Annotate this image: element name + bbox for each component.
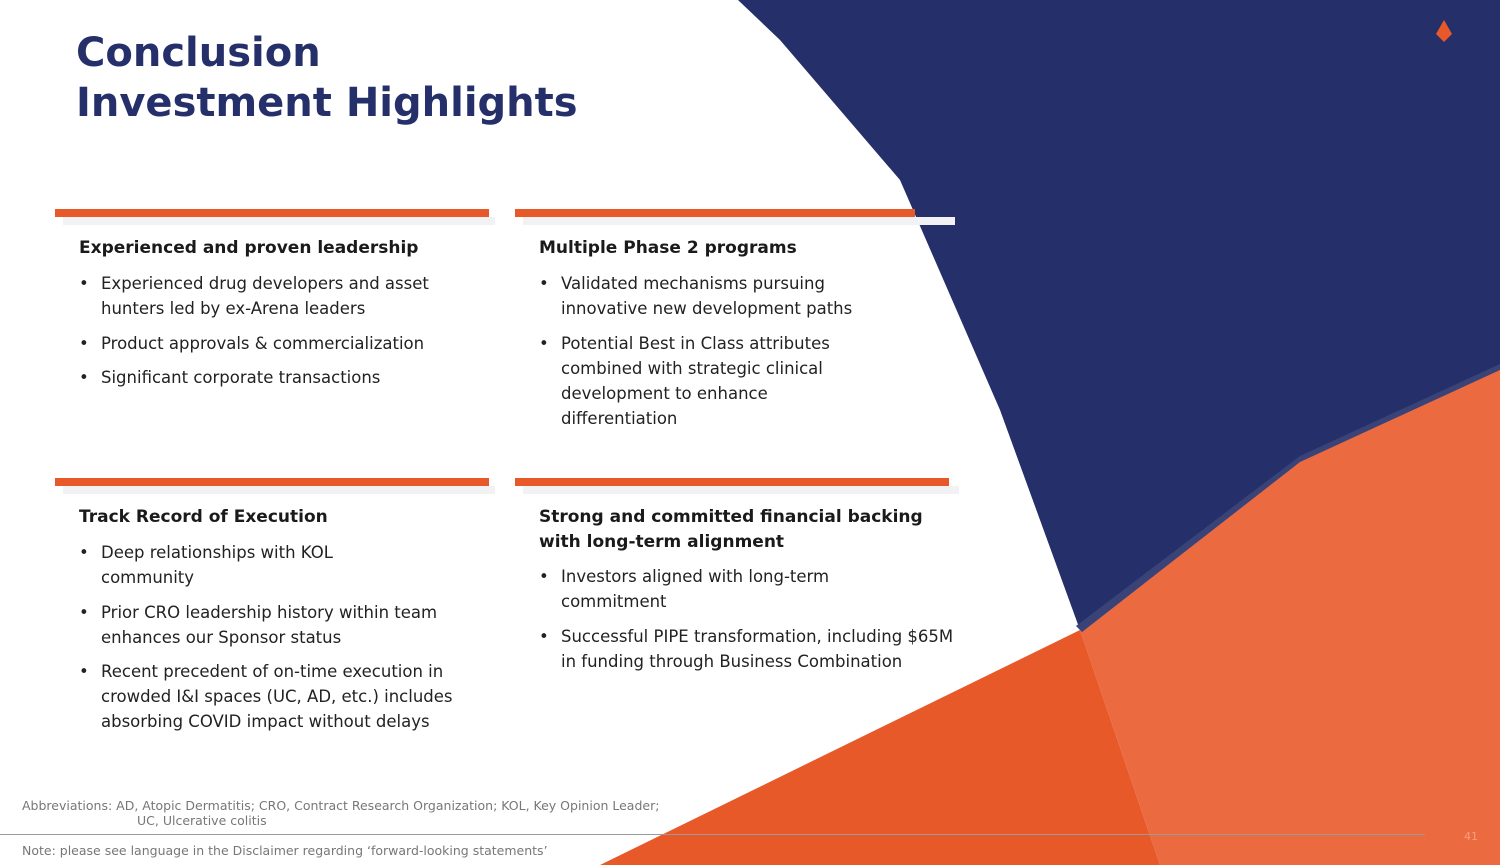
card-accent-shadow: [63, 217, 495, 225]
bullet-icon: •: [79, 543, 89, 562]
list-item: [79, 271, 479, 321]
bullet-icon: •: [79, 333, 89, 353]
card-heading: Track Record of Execution: [79, 507, 328, 527]
bullet-icon: •: [79, 368, 89, 387]
list-item: [79, 659, 489, 734]
card-phase2-programs: [515, 209, 955, 439]
list-item-text: Potential Best in Class attributes combined with strategic clinical development to enhance differentiation: [561, 333, 830, 428]
list-item-text: Prior CRO leadership history within team enhances our Sponsor status: [101, 602, 438, 647]
bullet-icon: •: [539, 626, 549, 646]
bullet-icon: •: [539, 274, 549, 293]
page-title: [76, 28, 578, 128]
bullet-icon: •: [79, 602, 89, 622]
list-item: [539, 564, 891, 614]
card-bullet-list: [539, 271, 884, 440]
card-leadership: [55, 209, 495, 409]
card-accent-shadow: [523, 486, 959, 494]
card-heading: Experienced and proven leadership: [79, 238, 419, 258]
list-item-text: Recent precedent of on-time execution in crowded I&I spaces (UC, AD, etc.) includes absorbing COVID impact without delays: [101, 662, 453, 731]
abbreviations-footnote: [22, 798, 702, 828]
card-accent-bar: [515, 478, 949, 486]
list-item-text: Significant corporate transactions: [101, 368, 381, 387]
card-accent-shadow: [523, 217, 955, 225]
list-item: [539, 271, 884, 321]
company-logo: [1398, 18, 1478, 76]
bullet-icon: •: [539, 333, 549, 353]
forward-looking-note: Note: please see language in the Disclaimer regarding ‘forward-looking statements’: [22, 843, 548, 858]
list-item: [79, 600, 441, 650]
list-item: [79, 331, 479, 356]
title-line-2: Investment Highlights: [76, 80, 578, 126]
card-heading: Strong and committed financial backing with long-term alignment: [539, 507, 923, 552]
card-accent-bar: [55, 209, 489, 217]
card-accent-shadow: [63, 486, 495, 494]
abbreviations-line-1: Abbreviations: AD, Atopic Dermatitis; CRO, Contract Research Organization; KOL, Key Opinion Leader;: [22, 798, 660, 813]
card-accent-bar: [55, 478, 489, 486]
list-item-text: Experienced drug developers and asset hunters led by ex-Arena leaders: [101, 274, 429, 318]
card-track-record: [55, 478, 495, 748]
card-accent-bar: [515, 209, 915, 217]
list-item: [539, 624, 954, 674]
bullet-icon: •: [539, 567, 549, 586]
footer-divider: [0, 834, 1425, 835]
list-item-text: Successful PIPE transformation, including $65M in funding through Business Combination: [561, 626, 954, 671]
list-item-text: Validated mechanisms pursuing innovative new development paths: [561, 274, 853, 318]
list-item: [79, 365, 479, 390]
card-heading: Multiple Phase 2 programs: [539, 238, 797, 258]
title-line-1: Conclusion: [76, 30, 321, 76]
card-bullet-list: [79, 271, 479, 400]
list-item-text: Product approvals & commercialization: [101, 333, 425, 353]
card-financial-backing: [515, 478, 960, 718]
list-item-text: Investors aligned with long-term commitment: [561, 567, 830, 611]
list-item: [539, 331, 884, 431]
card-bullet-list: [79, 540, 489, 744]
company-logo-icon: [1398, 18, 1478, 72]
bullet-icon: •: [79, 662, 89, 681]
bullet-icon: •: [79, 274, 89, 293]
abbreviations-line-2: UC, Ulcerative colitis: [137, 813, 267, 828]
list-item: [79, 540, 411, 590]
card-bullet-list: [539, 564, 954, 683]
page-number: 41: [1464, 830, 1478, 843]
list-item-text: Deep relationships with KOL community: [101, 543, 333, 587]
